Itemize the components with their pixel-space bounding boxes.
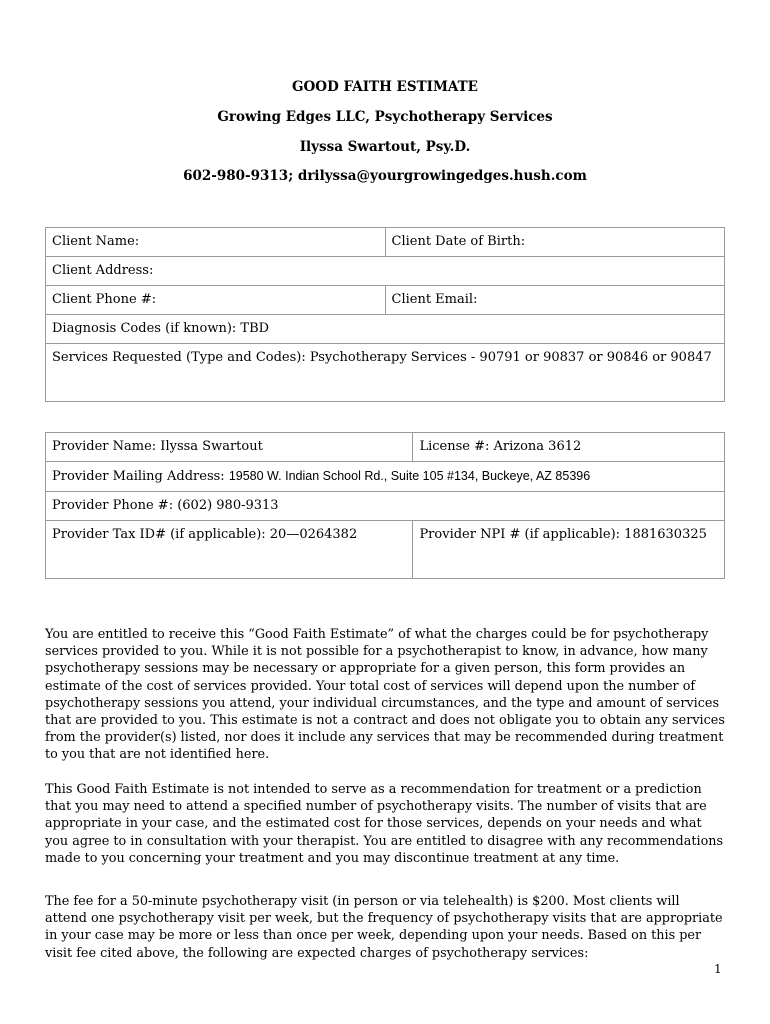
client-email-field[interactable]: Client Email: — [385, 286, 725, 315]
not-recommendation-paragraph: This Good Faith Estimate is not intended to serve as a recommendation for treatment or a prediction that you may need to attend a specified number of psychotherapy visits. The number of visits that are appropriate in your case, and the estimated cost for those services, depends on your needs and what you agree to in consultation with your therapist. You are entitled to disagree with any recommendations made to you concerning your treatment and you may discontinue treatment at any time. — [45, 782, 724, 866]
document-title: GOOD FAITH ESTIMATE — [292, 79, 478, 95]
provider-tax-id-field: Provider Tax ID# (if applicable): 20—0264382 — [46, 521, 413, 579]
contact-line: 602-980-9313; drilyssa@yourgrowingedges.hush.com — [183, 168, 587, 184]
client-phone-field[interactable]: Client Phone #: — [46, 286, 386, 315]
provider-info-table — [45, 432, 725, 579]
services-requested-field[interactable]: Services Requested (Type and Codes): Psychotherapy Services - 90791 or 90837 or 90846 or 90847 — [46, 344, 725, 402]
license-field: License #: Arizona 3612 — [413, 433, 725, 462]
provider-name-field: Provider Name: Ilyssa Swartout — [46, 433, 413, 462]
provider-mailing-address-field — [46, 462, 725, 492]
diagnosis-codes-field[interactable]: Diagnosis Codes (if known): TBD — [46, 315, 725, 344]
client-address-field[interactable]: Client Address: — [46, 257, 725, 286]
mailing-address-label: Provider Mailing Address: — [52, 469, 229, 484]
page-number: 1 — [714, 962, 722, 976]
client-info-table — [45, 227, 725, 402]
provider-phone-field: Provider Phone #: (602) 980-9313 — [46, 492, 725, 521]
client-name-field[interactable]: Client Name: — [46, 228, 386, 257]
clinician-name: Ilyssa Swartout, Psy.D. — [299, 139, 471, 155]
practice-name: Growing Edges LLC, Psychotherapy Services — [217, 109, 553, 125]
fee-paragraph: The fee for a 50-minute psychotherapy visit (in person or via telehealth) is $200. Most clients will attend one psychotherapy visit per week, but the frequency of psychotherapy visits that are appropriate in your case may be more or less than once per week, depending upon your needs. Based on this per visit fee cited above, the following are expected charges of psychotherapy services: — [45, 894, 723, 961]
mailing-address-value: 19580 W. Indian School Rd., Suite 105 #134, Buckeye, AZ 85396 — [228, 469, 591, 483]
entitlement-paragraph: You are entitled to receive this “Good Faith Estimate” of what the charges could be for psychotherapy services provided to you. While it is not possible for a psychotherapist to know, in advance, how many psychotherapy sessions may be necessary or appropriate for a given person, this form provides an estimate of the cost of services provided. Your total cost of services will depend upon the number of psychotherapy sessions you attend, your individual circumstances, and the type and amount of services that are provided to you. This estimate is not a contract and does not obligate you to obtain any services from the provider(s) listed, nor does it include any services that may be recommended during treatment to you that are not identified here. — [45, 627, 725, 763]
provider-npi-field: Provider NPI # (if applicable): 1881630325 — [413, 521, 725, 579]
client-dob-field[interactable]: Client Date of Birth: — [385, 228, 725, 257]
